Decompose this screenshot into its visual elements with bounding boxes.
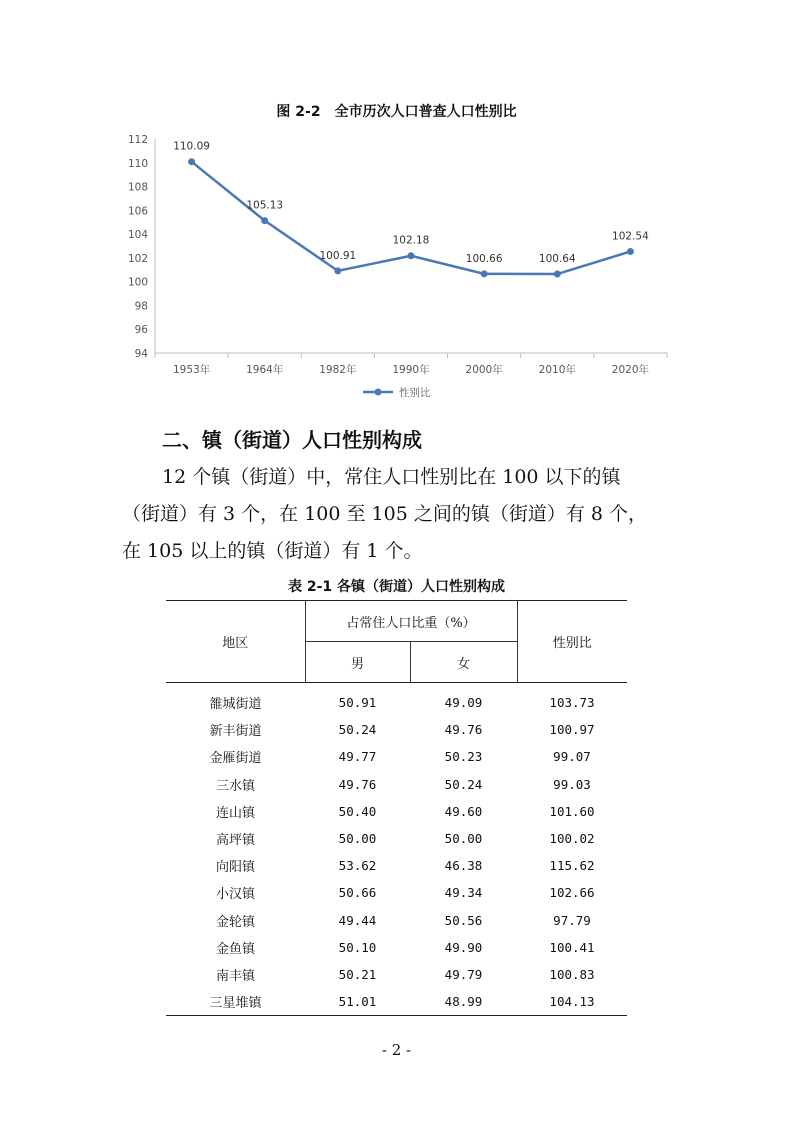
row-female: 49.79 [444,966,483,982]
row-female: 50.56 [444,912,483,928]
chart-title: 图 2-2 全市历次人口普查人口性别比 [276,104,517,120]
row-name: 三星堆镇 [209,996,262,1012]
section-heading: 二、镇（街道）人口性别构成 [162,428,422,452]
data-point [334,267,341,274]
y-tick-label: 96 [134,324,148,337]
y-tick-label: 98 [134,300,148,313]
data-label: 105.13 [246,199,284,212]
row-male: 49.76 [338,776,377,792]
row-name: 小汉镇 [215,887,255,903]
row-ratio: 102.66 [549,885,595,901]
data-point [481,270,488,277]
data-label: 102.54 [612,230,649,243]
y-tick-label: 104 [127,229,148,242]
row-name: 三水镇 [215,778,255,794]
row-male: 50.10 [338,939,377,955]
row-female: 48.99 [444,994,483,1010]
header-share: 占常住人口比重（%） [305,601,517,642]
row-male: 50.24 [338,722,377,738]
table-row [166,934,627,961]
data-label: 100.64 [538,253,576,266]
y-tick-label: 106 [127,205,148,218]
table-row [166,852,627,879]
row-male: 49.77 [338,749,377,765]
row-name: 高坪镇 [215,833,255,849]
row-male: 49.44 [338,912,377,928]
data-point [408,252,415,259]
row-ratio: 101.60 [549,803,595,819]
data-label: 110.09 [173,140,210,153]
row-name: 南丰镇 [215,968,255,984]
header-male: 男 [305,642,410,683]
header-ratio: 性别比 [552,636,592,651]
x-tick-label: 2000年 [465,364,503,376]
row-male: 50.21 [338,966,377,982]
row-female: 49.60 [444,803,483,819]
y-tick-label: 112 [127,134,148,146]
y-tick-label: 94 [134,348,148,360]
row-name: 连山镇 [215,805,255,821]
row-female: 49.09 [444,695,483,711]
row-ratio: 100.97 [549,722,595,738]
legend-label: 性别比 [399,387,431,399]
paragraph-line-1: 12 个镇（街道）中，常住人口性别比在 100 以下的镇 [162,466,621,488]
row-male: 51.01 [338,994,377,1010]
y-tick-label: 108 [127,181,148,194]
row-female: 49.90 [444,939,483,955]
legend-swatch-marker [375,389,382,396]
data-label: 102.18 [392,234,430,247]
sex-composition-table [166,600,627,1016]
row-name: 金鱼镇 [215,941,255,957]
table-row [166,961,627,988]
row-ratio: 97.79 [553,912,591,928]
row-ratio: 115.62 [549,858,595,874]
row-ratio: 99.03 [553,776,591,792]
table-body [166,683,627,1016]
x-tick-label: 1953年 [172,364,211,376]
header-female: 女 [410,642,517,683]
x-tick-label: 1964年 [246,364,284,376]
y-tick-label: 100 [127,276,148,289]
data-point [554,271,561,278]
row-female: 49.34 [444,885,483,901]
row-female: 50.24 [444,776,483,792]
row-female: 49.76 [444,722,483,738]
x-tick-label: 2010年 [538,364,576,376]
row-name: 向阳镇 [215,860,255,876]
row-male: 50.00 [338,831,377,847]
data-point [261,217,268,224]
data-point [627,248,634,255]
row-ratio: 103.73 [549,695,595,711]
table-row [166,743,627,770]
table-row [166,683,627,717]
row-male: 50.91 [338,695,377,711]
sex-ratio-line-chart [120,128,680,408]
table-row [166,879,627,906]
row-ratio: 100.41 [549,939,595,955]
y-tick-label: 102 [127,252,148,265]
table-row [166,825,627,852]
row-name: 雒城街道 [209,697,262,713]
row-ratio: 100.83 [549,966,595,982]
table-row [166,716,627,743]
row-female: 50.23 [444,749,483,765]
y-tick-label: 110 [127,157,148,170]
row-male: 50.40 [338,803,377,819]
row-ratio: 100.02 [549,831,595,847]
data-label: 100.91 [319,249,357,262]
paragraph-line-3: 在 105 以上的镇（街道）有 1 个。 [122,540,423,562]
data-point [188,158,195,165]
row-male: 50.66 [338,885,377,901]
x-tick-label: 1990年 [392,364,430,376]
table-title: 表 2-1 各镇（街道）人口性别构成 [287,579,506,595]
row-ratio: 104.13 [549,994,595,1010]
row-male: 53.62 [338,858,377,874]
data-label: 100.66 [465,252,503,265]
row-name: 金轮镇 [215,914,255,930]
header-region: 地区 [166,601,305,683]
row-ratio: 99.07 [553,749,591,765]
table-row [166,771,627,798]
table-row [166,907,627,934]
row-name: 金雁街道 [209,751,262,767]
row-female: 50.00 [444,831,483,847]
row-female: 46.38 [444,858,483,874]
table-row [166,798,627,825]
page-number: - 2 - [381,1041,412,1059]
x-tick-label: 1982年 [319,364,357,376]
paragraph-line-2: （街道）有 3 个，在 100 至 105 之间的镇（街道）有 8 个， [122,503,648,525]
table-row [166,988,627,1016]
x-tick-label: 2020年 [611,364,650,376]
row-name: 新丰街道 [209,724,262,740]
